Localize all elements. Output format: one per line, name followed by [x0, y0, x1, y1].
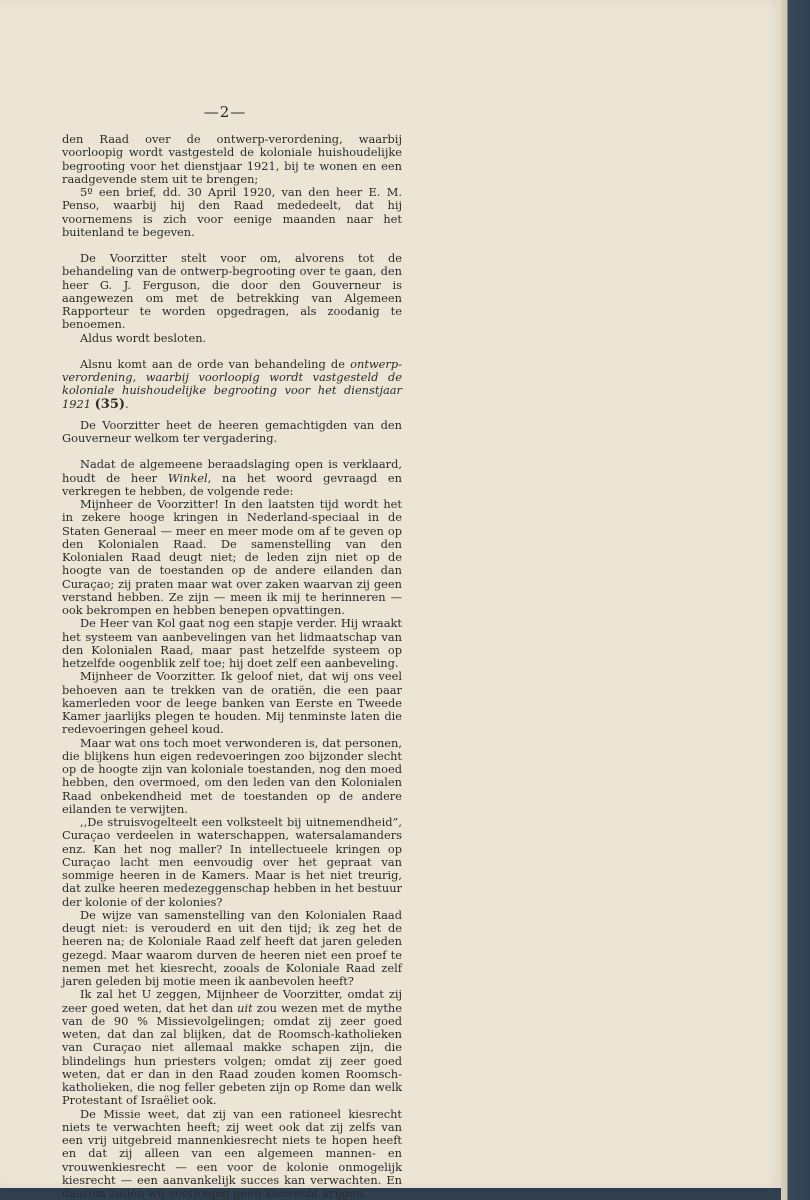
document-number: (35) — [94, 396, 126, 412]
text-run: . — [125, 396, 129, 411]
text-run: Ik zal het U zeggen, Mijnheer de Voorzitter, omdat zij zeer goed weten, dat het dan — [62, 987, 402, 1015]
paragraph: Mijnheer de Voorzitter! In den laatsten tijd wordt het in zekere hooge kringen in Nederland-speciaal in de Staten Generaal — meer en meer mode om af te geven op den Kolonialen Raad. De samenstelling van den Kolonialen Raad deugt niet; de leden zijn niet op de hoogte van de toestanden op de andere eilanden dan Curaçao; zij praten maar wat over zaken waarvan zij geen verstand hebben. Ze zijn — meen ik mij te herinneren — ook bekrompen en hebben benepen opvattingen. — [62, 497, 402, 617]
italic-text: Winkel — [167, 470, 208, 485]
text-run: , na het woord gevraagd en verkregen te hebben, de volgende rede: — [62, 470, 402, 498]
paragraph: De Heer van Kol gaat nog een stapje verder. Hij wraakt het systeem van aanbevelingen van het lidmaatschap van den Kolonialen Raad, maar past hetzelfde systeem op hetzelfde oogenblik zelf toe; hij doet zelf een aanbeveling. — [62, 616, 402, 670]
text-run: Nadat de algemeene beraadslaging open is verklaard, houdt de heer — [62, 457, 402, 485]
paragraph: ,,De struisvogelteelt een volksteelt bij uitnemendheid”, Curaçao verdeelen in waterschappen, watersalamanders enz. Kan het nog maller? In intellectueele kringen op Curaçao lacht men eenvoudig over het gepraat van sommige heeren in de Kamers. Maar is het niet treurig, dat zulke heeren medezeggenschap hebben in het bestuur der kolonie of der kolonies? — [62, 815, 402, 909]
paragraph: De Missie weet, dat zij van een rationeel kiesrecht niets te verwachten heeft; zij weet ook dat zij zelfs van een vrij uitgebreid mannenkiesrecht niets te hopen heeft en dat zij alleen van een algemeen mannen- en vrouwenkiesrecht — een voor de kolonie onmogelijk kiesrecht — een aanvankelijk succes kan verwachten. En daarom zullen wij voorloopig geen kiesrecht krijgen. — [62, 1106, 402, 1200]
paragraph — [62, 458, 402, 498]
text-run: zou wezen met de mythe van de 90 % Missievolgelingen; omdat zij zeer goed weten, dat dan zal blijken, dat de Roomsch-katholieken van Curaçao niet allemaal makke schapen zijn, die blindelings hun priesters volgen; omdat zij zeer goed weten, dat er dan in den Raad zouden komen Roomsch-katholieken, die nog feller gebeten zijn op Rome dan welk Protestant of Israëliet ook. — [62, 1000, 402, 1108]
page-edge — [781, 0, 810, 1200]
paragraph — [62, 988, 402, 1107]
body-text — [62, 133, 402, 1200]
paragraph: Maar wat ons toch moet verwonderen is, dat personen, die blijkens hun eigen redevoeringen zoo bijzonder slecht op de hoogte zijn van koloniale toestanden, nog den moed hebben, den overmoed, om den leden van den Kolonialen Raad onbekendheid met de toestanden op de andere eilanden te verwijten. — [62, 735, 402, 816]
paragraph: De Voorzitter heet de heeren gemachtigden van den Gouverneur welkom ter vergadering. — [62, 417, 402, 445]
italic-text: uit — [237, 1000, 253, 1015]
paragraph: De Voorzitter stelt voor om, alvorens tot de behandeling van de ontwerp-begrooting over te gaan, den heer G. J. Ferguson, die door den Gouverneur is aangewezen om met de betrekking van Algemeen Rapporteur te worden opgedragen, als zoodanig te benoemen. — [62, 251, 402, 332]
paragraph: den Raad over de ontwerp-verordening, waarbij voorloopig wordt vastgesteld de koloniale huishoudelijke begrooting voor het dienstjaar 1921, bij te wonen en een raadgevende stem uit te brengen; — [62, 132, 402, 186]
paragraph: Aldus wordt besloten. — [80, 330, 207, 345]
paragraph: 5º een brief, dd. 30 April 1920, van den heer E. M. Penso, waarbij hij den Raad mededeelt, dat hij voornemens is zich voor eenige maanden naar het buitenland te begeven. — [62, 185, 402, 239]
paragraph: De wijze van samenstelling van den Kolonialen Raad deugt niet: is verouderd en uit den tijd; ik zeg het de heeren na; de Koloniale Raad zelf heeft dat jaren geleden gezegd. Maar waarom durven de heeren niet een proef te nemen met het kiesrecht, zooals de Koloniale Raad zelf jaren geleden bij motie meen ik aanbevolen heeft? — [62, 907, 402, 988]
paragraph: Mijnheer de Voorzitter. Ik geloof niet, dat wij ons veel behoeven aan te trekken van de oratiën, die een paar kamerleden voor de leege banken van Eerste en Tweede Kamer jaarlijks plegen te houden. Mij tenminste laten die redevoeringen geheel koud. — [62, 669, 402, 737]
text-run: Alsnu komt aan de orde van behandeling de — [80, 356, 351, 371]
paragraph — [62, 358, 402, 411]
italic-text: ontwerp-verordening, waarbij voorloopig wordt vastgesteld de koloniale huishoudelijke begrooting voor het dienstjaar 1921 — [62, 356, 402, 411]
page-number: —2— — [203, 103, 247, 121]
